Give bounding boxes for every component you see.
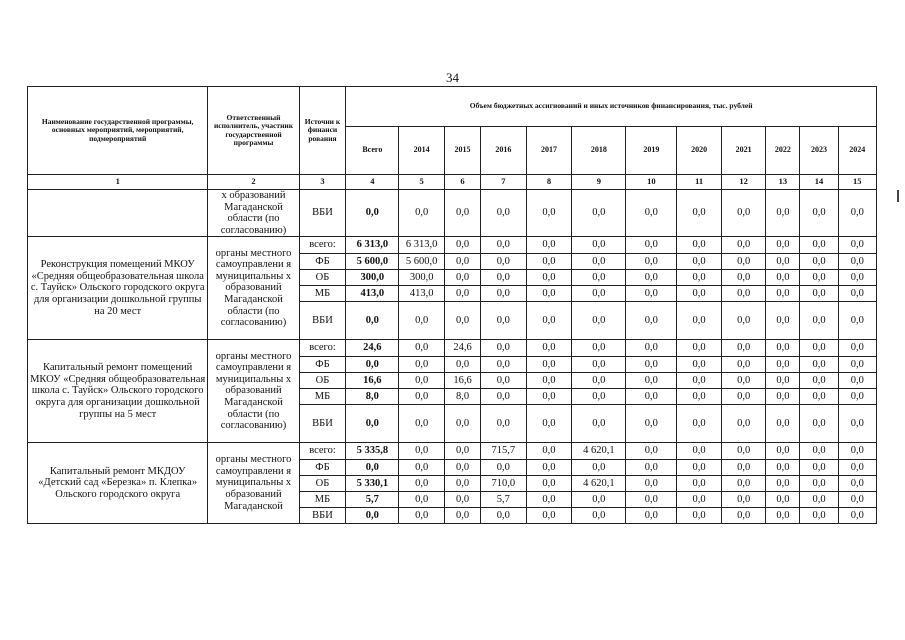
funding-value: 0,0 bbox=[800, 254, 838, 270]
funding-value: 0,0 bbox=[800, 357, 838, 373]
funding-value: 0,0 bbox=[838, 340, 876, 357]
column-index: 12 bbox=[721, 175, 766, 190]
carry-value: 0,0 bbox=[444, 190, 480, 237]
header-year-2021: 2021 bbox=[721, 127, 766, 175]
funding-value: 0,0 bbox=[444, 460, 480, 476]
funding-value: 0,0 bbox=[481, 340, 527, 357]
funding-value: 0,0 bbox=[399, 340, 445, 357]
program-name: Капитальный ремонт помещений МКОУ «Средняя общеобразовательная школа с. Тауйск» Ольского городского округа для организации дошкольной группы на 5 мест bbox=[28, 340, 208, 443]
funding-value: 0,0 bbox=[626, 508, 677, 524]
funding-value: 0,0 bbox=[766, 254, 800, 270]
header-year-2022: 2022 bbox=[766, 127, 800, 175]
funding-value: 5 600,0 bbox=[399, 254, 445, 270]
funding-value: 0,0 bbox=[800, 237, 838, 254]
carry-source: ВБИ bbox=[299, 190, 346, 237]
funding-value: 0,0 bbox=[399, 357, 445, 373]
funding-value: 0,0 bbox=[526, 237, 572, 254]
funding-value: 0,0 bbox=[526, 508, 572, 524]
funding-total: 413,0 bbox=[346, 286, 399, 302]
funding-value: 0,0 bbox=[721, 460, 766, 476]
funding-value: 0,0 bbox=[766, 492, 800, 508]
funding-source: ФБ bbox=[299, 357, 346, 373]
funding-value: 0,0 bbox=[444, 508, 480, 524]
column-index: 9 bbox=[572, 175, 626, 190]
funding-value: 0,0 bbox=[838, 460, 876, 476]
budget-table bbox=[27, 86, 877, 524]
program-name: Реконструкция помещений МКОУ «Средняя общеобразовательная школа с. Тауйск» Ольского городского округа для организации дошкольной группы на 20 мест bbox=[28, 237, 208, 340]
carry-value: 0,0 bbox=[526, 190, 572, 237]
funding-value: 0,0 bbox=[838, 373, 876, 389]
funding-total: 5 330,1 bbox=[346, 476, 399, 492]
funding-value: 0,0 bbox=[800, 270, 838, 286]
funding-value: 0,0 bbox=[572, 357, 626, 373]
funding-value: 0,0 bbox=[626, 460, 677, 476]
funding-total: 8,0 bbox=[346, 389, 399, 405]
funding-value: 0,0 bbox=[766, 443, 800, 460]
funding-value: 0,0 bbox=[626, 357, 677, 373]
funding-total: 0,0 bbox=[346, 460, 399, 476]
funding-value: 24,6 bbox=[444, 340, 480, 357]
funding-value: 0,0 bbox=[444, 270, 480, 286]
funding-value: 0,0 bbox=[481, 373, 527, 389]
funding-value: 0,0 bbox=[572, 405, 626, 443]
funding-value: 0,0 bbox=[838, 357, 876, 373]
funding-value: 0,0 bbox=[721, 443, 766, 460]
funding-value: 0,0 bbox=[626, 254, 677, 270]
carry-value: 0,0 bbox=[677, 190, 722, 237]
funding-source: ОБ bbox=[299, 270, 346, 286]
funding-total: 0,0 bbox=[346, 405, 399, 443]
funding-value: 0,0 bbox=[721, 286, 766, 302]
funding-value: 0,0 bbox=[481, 460, 527, 476]
funding-value: 0,0 bbox=[677, 254, 722, 270]
header-year-2018: 2018 bbox=[572, 127, 626, 175]
funding-value: 0,0 bbox=[444, 254, 480, 270]
program-executor: органы местного самоуправлени я муниципальны х образований Магаданской области (по согласованию) bbox=[208, 340, 299, 443]
funding-value: 0,0 bbox=[800, 443, 838, 460]
funding-total: 0,0 bbox=[346, 357, 399, 373]
funding-value: 0,0 bbox=[572, 254, 626, 270]
header-source: Источни к финанси рования bbox=[299, 87, 346, 175]
funding-value: 0,0 bbox=[444, 357, 480, 373]
funding-value: 0,0 bbox=[677, 389, 722, 405]
funding-value: 0,0 bbox=[526, 302, 572, 340]
funding-value: 0,0 bbox=[677, 508, 722, 524]
funding-value: 0,0 bbox=[721, 340, 766, 357]
carry-value: 0,0 bbox=[721, 190, 766, 237]
funding-value: 0,0 bbox=[766, 460, 800, 476]
funding-value: 0,0 bbox=[838, 302, 876, 340]
funding-value: 300,0 bbox=[399, 270, 445, 286]
funding-value: 0,0 bbox=[481, 237, 527, 254]
funding-value: 0,0 bbox=[838, 286, 876, 302]
header-budget: Объем бюджетных ассигнований и иных источников финансирования, тыс. рублей bbox=[346, 87, 877, 127]
funding-source: ФБ bbox=[299, 460, 346, 476]
funding-value: 16,6 bbox=[444, 373, 480, 389]
funding-value: 0,0 bbox=[526, 254, 572, 270]
funding-value: 0,0 bbox=[572, 286, 626, 302]
funding-value: 0,0 bbox=[399, 476, 445, 492]
funding-value: 0,0 bbox=[766, 357, 800, 373]
funding-value: 0,0 bbox=[677, 286, 722, 302]
funding-value: 715,7 bbox=[481, 443, 527, 460]
funding-value: 0,0 bbox=[626, 405, 677, 443]
funding-value: 0,0 bbox=[626, 286, 677, 302]
funding-value: 0,0 bbox=[444, 492, 480, 508]
funding-value: 0,0 bbox=[838, 389, 876, 405]
funding-value: 0,0 bbox=[721, 237, 766, 254]
funding-source: ВБИ bbox=[299, 508, 346, 524]
funding-value: 0,0 bbox=[800, 340, 838, 357]
funding-value: 0,0 bbox=[721, 389, 766, 405]
program-executor: органы местного самоуправлени я муниципальны х образований Магаданской bbox=[208, 443, 299, 524]
funding-value: 4 620,1 bbox=[572, 443, 626, 460]
column-index: 6 bbox=[444, 175, 480, 190]
column-index: 3 bbox=[299, 175, 346, 190]
funding-value: 4 620,1 bbox=[572, 476, 626, 492]
funding-value: 0,0 bbox=[399, 373, 445, 389]
funding-value: 0,0 bbox=[766, 340, 800, 357]
funding-source: всего: bbox=[299, 340, 346, 357]
funding-value: 5,7 bbox=[481, 492, 527, 508]
header-year-2023: 2023 bbox=[800, 127, 838, 175]
funding-value: 0,0 bbox=[399, 492, 445, 508]
funding-value: 0,0 bbox=[677, 302, 722, 340]
carry-name-cell bbox=[28, 190, 208, 237]
funding-value: 0,0 bbox=[677, 405, 722, 443]
funding-value: 6 313,0 bbox=[399, 237, 445, 254]
funding-total: 16,6 bbox=[346, 373, 399, 389]
carry-value: 0,0 bbox=[766, 190, 800, 237]
funding-value: 0,0 bbox=[572, 460, 626, 476]
funding-value: 0,0 bbox=[721, 357, 766, 373]
funding-value: 0,0 bbox=[572, 373, 626, 389]
funding-value: 0,0 bbox=[800, 389, 838, 405]
funding-value: 0,0 bbox=[444, 476, 480, 492]
funding-total: 300,0 bbox=[346, 270, 399, 286]
funding-value: 0,0 bbox=[481, 357, 527, 373]
funding-source: ФБ bbox=[299, 254, 346, 270]
funding-value: 0,0 bbox=[800, 373, 838, 389]
funding-value: 0,0 bbox=[572, 302, 626, 340]
header-year-2015: 2015 bbox=[444, 127, 480, 175]
column-index: 14 bbox=[800, 175, 838, 190]
program-executor: органы местного самоуправлени я муниципальны х образований Магаданской области (по согласованию) bbox=[208, 237, 299, 340]
header-year-2016: 2016 bbox=[481, 127, 527, 175]
column-index: 10 bbox=[626, 175, 677, 190]
funding-value: 0,0 bbox=[677, 460, 722, 476]
funding-value: 0,0 bbox=[766, 476, 800, 492]
funding-value: 0,0 bbox=[800, 286, 838, 302]
header-total: Всего bbox=[346, 127, 399, 175]
funding-value: 0,0 bbox=[800, 460, 838, 476]
carry-value: 0,0 bbox=[838, 190, 876, 237]
funding-source: МБ bbox=[299, 389, 346, 405]
funding-total: 5,7 bbox=[346, 492, 399, 508]
funding-value: 0,0 bbox=[721, 302, 766, 340]
funding-value: 0,0 bbox=[572, 492, 626, 508]
funding-source: всего: bbox=[299, 443, 346, 460]
column-index: 7 bbox=[481, 175, 527, 190]
funding-value: 0,0 bbox=[800, 508, 838, 524]
funding-source: ОБ bbox=[299, 373, 346, 389]
funding-value: 0,0 bbox=[800, 476, 838, 492]
funding-value: 0,0 bbox=[444, 443, 480, 460]
funding-value: 0,0 bbox=[766, 389, 800, 405]
funding-source: всего: bbox=[299, 237, 346, 254]
column-index: 4 bbox=[346, 175, 399, 190]
funding-value: 0,0 bbox=[677, 476, 722, 492]
funding-value: 0,0 bbox=[481, 389, 527, 405]
funding-value: 0,0 bbox=[526, 389, 572, 405]
funding-value: 0,0 bbox=[526, 476, 572, 492]
funding-value: 0,0 bbox=[399, 405, 445, 443]
funding-value: 0,0 bbox=[444, 405, 480, 443]
funding-total: 0,0 bbox=[346, 302, 399, 340]
funding-total: 5 600,0 bbox=[346, 254, 399, 270]
funding-value: 0,0 bbox=[838, 443, 876, 460]
funding-value: 0,0 bbox=[766, 237, 800, 254]
funding-total: 5 335,8 bbox=[346, 443, 399, 460]
funding-value: 0,0 bbox=[677, 237, 722, 254]
page-number: 34 bbox=[446, 70, 459, 85]
scan-mark bbox=[897, 190, 899, 202]
funding-value: 0,0 bbox=[677, 443, 722, 460]
funding-value: 0,0 bbox=[721, 405, 766, 443]
funding-value: 0,0 bbox=[766, 405, 800, 443]
funding-value: 0,0 bbox=[481, 508, 527, 524]
funding-value: 0,0 bbox=[399, 443, 445, 460]
funding-value: 8,0 bbox=[444, 389, 480, 405]
funding-value: 0,0 bbox=[526, 492, 572, 508]
funding-value: 0,0 bbox=[721, 492, 766, 508]
table-row bbox=[28, 340, 877, 357]
funding-value: 0,0 bbox=[481, 405, 527, 443]
funding-value: 0,0 bbox=[626, 373, 677, 389]
funding-source: МБ bbox=[299, 286, 346, 302]
funding-value: 0,0 bbox=[838, 254, 876, 270]
header-name: Наименование государственной программы, основных мероприятий, мероприятий, подмероприятий bbox=[28, 87, 208, 175]
funding-value: 0,0 bbox=[677, 270, 722, 286]
funding-value: 0,0 bbox=[444, 237, 480, 254]
funding-value: 0,0 bbox=[626, 389, 677, 405]
funding-value: 0,0 bbox=[766, 302, 800, 340]
funding-value: 0,0 bbox=[766, 508, 800, 524]
funding-value: 0,0 bbox=[399, 302, 445, 340]
funding-value: 0,0 bbox=[626, 492, 677, 508]
funding-value: 0,0 bbox=[526, 405, 572, 443]
funding-value: 0,0 bbox=[481, 270, 527, 286]
funding-total: 0,0 bbox=[346, 508, 399, 524]
carry-executor: х образований Магаданской области (по согласованию) bbox=[208, 190, 299, 237]
funding-value: 0,0 bbox=[838, 270, 876, 286]
funding-value: 0,0 bbox=[721, 254, 766, 270]
funding-value: 0,0 bbox=[721, 373, 766, 389]
funding-total: 24,6 bbox=[346, 340, 399, 357]
funding-value: 0,0 bbox=[838, 405, 876, 443]
funding-value: 0,0 bbox=[526, 443, 572, 460]
header-year-2024: 2024 bbox=[838, 127, 876, 175]
funding-value: 0,0 bbox=[526, 340, 572, 357]
funding-value: 0,0 bbox=[766, 270, 800, 286]
funding-value: 0,0 bbox=[677, 357, 722, 373]
funding-value: 0,0 bbox=[399, 389, 445, 405]
funding-value: 0,0 bbox=[721, 476, 766, 492]
column-index: 15 bbox=[838, 175, 876, 190]
carry-value: 0,0 bbox=[572, 190, 626, 237]
funding-total: 6 313,0 bbox=[346, 237, 399, 254]
funding-source: МБ bbox=[299, 492, 346, 508]
funding-value: 0,0 bbox=[626, 340, 677, 357]
column-index: 13 bbox=[766, 175, 800, 190]
carry-total: 0,0 bbox=[346, 190, 399, 237]
funding-value: 413,0 bbox=[399, 286, 445, 302]
funding-value: 0,0 bbox=[766, 286, 800, 302]
table-row bbox=[28, 443, 877, 460]
funding-value: 0,0 bbox=[626, 476, 677, 492]
funding-value: 0,0 bbox=[399, 460, 445, 476]
funding-value: 0,0 bbox=[626, 237, 677, 254]
funding-value: 0,0 bbox=[626, 302, 677, 340]
funding-value: 710,0 bbox=[481, 476, 527, 492]
carry-value: 0,0 bbox=[800, 190, 838, 237]
table-row bbox=[28, 237, 877, 254]
funding-value: 0,0 bbox=[572, 508, 626, 524]
header-year-2017: 2017 bbox=[526, 127, 572, 175]
funding-value: 0,0 bbox=[800, 405, 838, 443]
header-year-2020: 2020 bbox=[677, 127, 722, 175]
funding-value: 0,0 bbox=[838, 237, 876, 254]
funding-value: 0,0 bbox=[444, 286, 480, 302]
funding-value: 0,0 bbox=[677, 373, 722, 389]
program-name: Капитальный ремонт МКДОУ «Детский сад «Березка» п. Клепка» Ольского городского округа bbox=[28, 443, 208, 524]
funding-source: ОБ bbox=[299, 476, 346, 492]
funding-value: 0,0 bbox=[572, 270, 626, 286]
carry-value: 0,0 bbox=[399, 190, 445, 237]
column-index: 1 bbox=[28, 175, 208, 190]
funding-value: 0,0 bbox=[721, 508, 766, 524]
funding-source: ВБИ bbox=[299, 405, 346, 443]
funding-value: 0,0 bbox=[677, 340, 722, 357]
funding-value: 0,0 bbox=[526, 286, 572, 302]
funding-value: 0,0 bbox=[626, 270, 677, 286]
funding-value: 0,0 bbox=[800, 302, 838, 340]
funding-value: 0,0 bbox=[481, 254, 527, 270]
funding-value: 0,0 bbox=[626, 443, 677, 460]
funding-value: 0,0 bbox=[572, 389, 626, 405]
column-index: 11 bbox=[677, 175, 722, 190]
funding-value: 0,0 bbox=[800, 492, 838, 508]
column-index: 5 bbox=[399, 175, 445, 190]
funding-value: 0,0 bbox=[481, 286, 527, 302]
funding-value: 0,0 bbox=[677, 492, 722, 508]
column-index: 8 bbox=[526, 175, 572, 190]
funding-value: 0,0 bbox=[526, 373, 572, 389]
funding-value: 0,0 bbox=[526, 460, 572, 476]
funding-value: 0,0 bbox=[572, 237, 626, 254]
funding-value: 0,0 bbox=[838, 508, 876, 524]
header-executor: Ответственный исполнитель, участник государственной программы bbox=[208, 87, 299, 175]
funding-value: 0,0 bbox=[526, 357, 572, 373]
funding-value: 0,0 bbox=[838, 476, 876, 492]
carry-value: 0,0 bbox=[481, 190, 527, 237]
funding-value: 0,0 bbox=[838, 492, 876, 508]
funding-value: 0,0 bbox=[766, 373, 800, 389]
header-year-2014: 2014 bbox=[399, 127, 445, 175]
funding-source: ВБИ bbox=[299, 302, 346, 340]
funding-value: 0,0 bbox=[399, 508, 445, 524]
funding-value: 0,0 bbox=[572, 340, 626, 357]
header-year-2019: 2019 bbox=[626, 127, 677, 175]
funding-value: 0,0 bbox=[481, 302, 527, 340]
funding-value: 0,0 bbox=[526, 270, 572, 286]
column-index: 2 bbox=[208, 175, 299, 190]
funding-value: 0,0 bbox=[721, 270, 766, 286]
carry-value: 0,0 bbox=[626, 190, 677, 237]
funding-value: 0,0 bbox=[444, 302, 480, 340]
